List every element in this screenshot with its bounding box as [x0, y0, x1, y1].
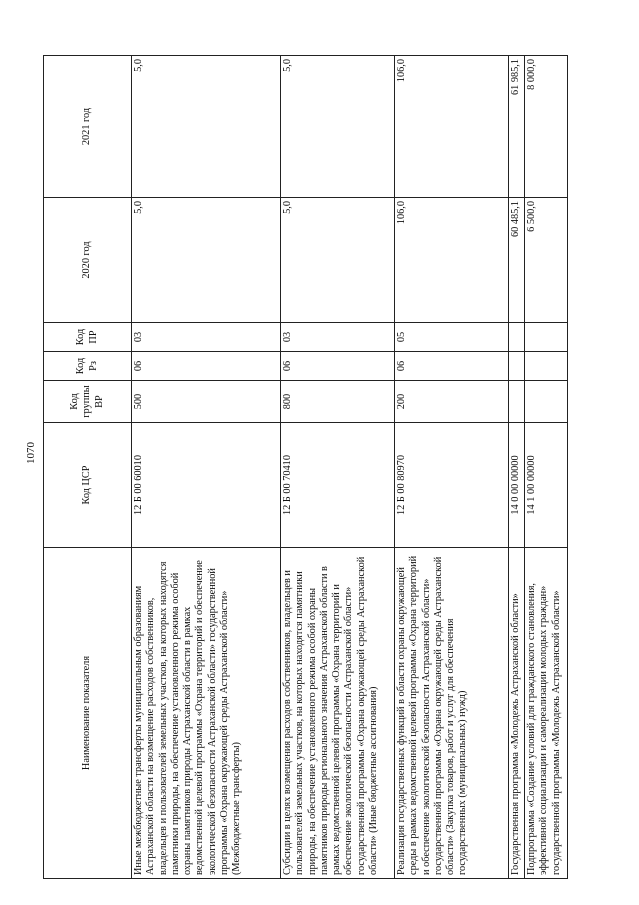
cell-2021: 106,0: [395, 56, 509, 198]
cell-vr: 200: [395, 381, 509, 423]
budget-table: [43, 55, 568, 879]
cell-csr: 12 Б 00 60010: [132, 423, 281, 548]
cell-2021: 61 985,1: [509, 56, 525, 198]
cell-pr: 05: [395, 323, 509, 352]
cell-name: Иные межбюджетные трансферты муниципальным образованиям Астраханской области на возмещение расходов собственников, владельцев и пользователей земельных участков, на которых находятся памятники природы, на обеспечение установленного режима особой охраны памятников природы Астраханской области в рамках ведомственной целевой программы «Охрана территорий и обеспечение экологической безопасности Астраханской области» государственной программы «Охрана окружающей среды Астраханской области» (Межбюджетные трансферты): [132, 548, 281, 879]
table-row: [525, 56, 568, 879]
cell-csr: 12 Б 00 80970: [395, 423, 509, 548]
cell-pr: 03: [281, 323, 395, 352]
cell-vr: [525, 381, 568, 423]
header-rz: Код Рз: [44, 352, 132, 381]
header-name: Наименование показателя: [44, 548, 132, 879]
header-csr: Код ЦСР: [44, 423, 132, 548]
header-2021: 2021 год: [44, 56, 132, 198]
cell-2021: 5,0: [281, 56, 395, 198]
cell-pr: [509, 323, 525, 352]
table-row: [509, 56, 525, 879]
cell-name: Государственная программа «Молодежь Астраханской области»: [509, 548, 525, 879]
cell-rz: 06: [132, 352, 281, 381]
cell-2021: 8 000,0: [525, 56, 568, 198]
cell-rz: [525, 352, 568, 381]
cell-csr: 14 1 00 00000: [525, 423, 568, 548]
cell-2020: 6 500,0: [525, 198, 568, 323]
cell-vr: 500: [132, 381, 281, 423]
header-row: [44, 56, 132, 879]
cell-name: Подпрограмма «Создание условий для гражданского становления, эффективной социализации и самореализации молодых граждан» государственной программы «Молодежь Астраханской области»: [525, 548, 568, 879]
table-row: [281, 56, 395, 879]
cell-rz: 06: [281, 352, 395, 381]
cell-vr: 800: [281, 381, 395, 423]
cell-pr: 03: [132, 323, 281, 352]
header-vr: Код группы ВР: [44, 381, 132, 423]
cell-pr: [525, 323, 568, 352]
cell-2020: 5,0: [132, 198, 281, 323]
cell-name: Реализация государственных функций в области охраны окружающей среды в рамках ведомственной целевой программы «Охрана территорий и обеспечение экологической безопасности Астраханской области» государственной программы «Охрана окружающей среды Астраханской области» (Закупка товаров, работ и услуг для обеспечения государственных (муниципальных) нужд): [395, 548, 509, 879]
cell-csr: 12 Б 00 70410: [281, 423, 395, 548]
cell-vr: [509, 381, 525, 423]
table-row: [132, 56, 281, 879]
cell-name: Субсидии в целях возмещения расходов собственников, владельцев и пользователей земельных участков, на которых находятся памятники природы, на обеспечение установленного режима особой охраны памятников природы регионального значения Астраханской области в рамках ведомственной целевой программы «Охрана территорий и обеспечение экологической безопасности Астраханской области» государственной программы «Охрана окружающей среды Астраханской области» (Иные бюджетные ассигнования): [281, 548, 395, 879]
header-pr: Код ПР: [44, 323, 132, 352]
cell-2020: 5,0: [281, 198, 395, 323]
page-number: 1070: [25, 442, 37, 464]
cell-rz: 06: [395, 352, 509, 381]
cell-2020: 60 485,1: [509, 198, 525, 323]
cell-2020: 106,0: [395, 198, 509, 323]
table-row: [395, 56, 509, 879]
cell-2021: 5,0: [132, 56, 281, 198]
header-2020: 2020 год: [44, 198, 132, 323]
cell-rz: [509, 352, 525, 381]
cell-csr: 14 0 00 00000: [509, 423, 525, 548]
